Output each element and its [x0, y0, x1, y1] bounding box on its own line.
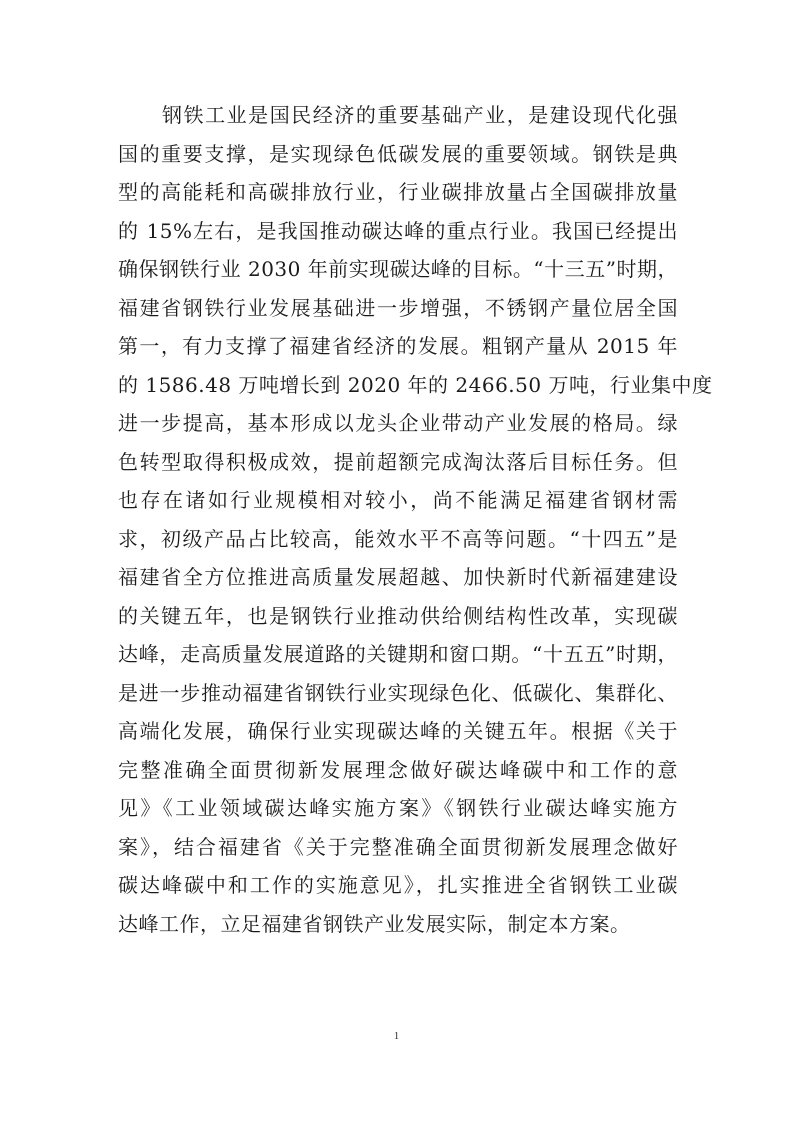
paragraph-line: 碳达峰碳中和工作的实施意见》，扎实推进全省钢铁工业碳 — [118, 873, 678, 897]
paragraph-line: 达峰工作，立足福建省钢铁产业发展实际，制定本方案。 — [118, 911, 631, 936]
paragraph-line: 也存在诸如行业规模相对较小，尚不能满足福建省钢材需 — [118, 488, 678, 512]
paragraph-line: 完整准确全面贯彻新发展理念做好碳达峰碳中和工作的意 — [118, 757, 678, 782]
paragraph-line: 的 15%左右，是我国推动碳达峰的重点行业。我国已经提出 — [118, 218, 678, 243]
paragraph-line: 福建省全方位推进高质量发展超越、加快新时代新福建建设 — [118, 565, 678, 589]
page-number: 1 — [393, 1030, 400, 1042]
paragraph-line: 案》，结合福建省《关于完整准确全面贯彻新发展理念做好 — [118, 834, 678, 859]
paragraph-line: 见》《工业领域碳达峰实施方案》《钢铁行业碳达峰实施方 — [118, 796, 678, 820]
paragraph-line: 的 1586.48 万吨增长到 2020 年的 2466.50 万吨，行业集中度 — [118, 372, 713, 397]
paragraph-line: 求，初级产品占比较高，能效水平不高等问题。“十四五”是 — [118, 526, 678, 551]
paragraph-line: 钢铁工业是国民经济的重要基础产业，是建设现代化强 — [162, 103, 678, 127]
paragraph-line: 达峰，走高质量发展道路的关键期和窗口期。“十五五”时期， — [118, 642, 678, 666]
paragraph-line: 的关键五年，也是钢铁行业推动供给侧结构性改革，实现碳 — [118, 603, 678, 628]
paragraph-line: 确保钢铁行业 2030 年前实现碳达峰的目标。“十三五”时期， — [118, 257, 678, 281]
paragraph-line: 国的重要支撑，是实现绿色低碳发展的重要领域。钢铁是典 — [118, 141, 678, 166]
paragraph-line: 色转型取得积极成效，提前超额完成淘汰落后目标任务。但 — [118, 449, 678, 474]
paragraph-line: 高端化发展，确保行业实现碳达峰的关键五年。根据《关于 — [118, 719, 678, 743]
paragraph-line: 进一步提高，基本形成以龙头企业带动产业发展的格局。绿 — [118, 411, 678, 435]
paragraph-line: 型的高能耗和高碳排放行业，行业碳排放量占全国碳排放量 — [118, 180, 678, 204]
paragraph-line: 福建省钢铁行业发展基础进一步增强，不锈钢产量位居全国 — [118, 295, 678, 320]
paragraph-line: 第一，有力支撑了福建省经济的发展。粗钢产量从 2015 年 — [118, 334, 678, 358]
body-paragraph — [118, 96, 713, 943]
paragraph-line: 是进一步推动福建省钢铁行业实现绿色化、低碳化、集群化、 — [118, 680, 678, 705]
